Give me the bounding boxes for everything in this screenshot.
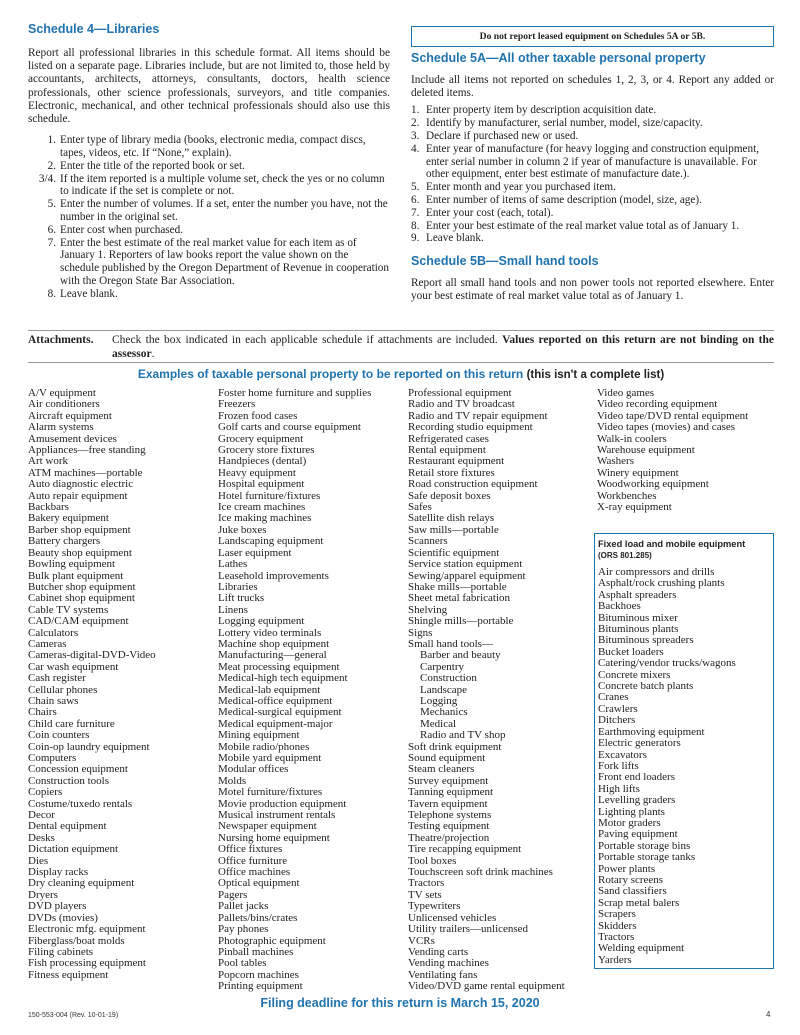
list-item: Handpieces (dental) xyxy=(218,455,307,468)
list-item: Mining equipment xyxy=(218,729,300,742)
list-item: Chairs xyxy=(28,706,57,719)
step-number: 1. xyxy=(411,104,420,117)
schedule-4-title: Schedule 4—Libraries xyxy=(28,22,160,36)
list-item: Costume/tuxedo rentals xyxy=(28,797,133,810)
list-item: Motor graders xyxy=(598,816,661,829)
list-item: Linens xyxy=(218,603,248,616)
list-item: Catering/vendor trucks/wagons xyxy=(598,657,736,670)
list-item: Auto repair equipment xyxy=(28,489,128,502)
list-item: Office furniture xyxy=(218,854,288,867)
list-item: Nursing home equipment xyxy=(218,831,330,844)
list-item: Walk-in coolers xyxy=(597,432,667,445)
list-item: Manufacturing—general xyxy=(218,649,327,662)
step-item xyxy=(28,237,390,288)
schedule-5a-title: Schedule 5A—All other taxable personal property xyxy=(411,51,706,65)
list-item: Road construction equipment xyxy=(408,478,538,491)
list-item: Scrapers xyxy=(598,908,636,921)
list-item: Vending carts xyxy=(408,945,469,958)
list-item: Warehouse equipment xyxy=(597,444,695,457)
list-item: Woodworking equipment xyxy=(597,478,709,491)
divider xyxy=(28,362,774,363)
list-item: Telephone systems xyxy=(408,809,492,822)
list-item: Recording studio equipment xyxy=(408,421,533,434)
list-item: Office fixtures xyxy=(218,843,283,856)
step-number: 3/4. xyxy=(38,172,56,185)
list-item: Auto diagnostic electric xyxy=(28,478,134,491)
list-item: Tanning equipment xyxy=(408,786,494,799)
list-item: Alarm systems xyxy=(28,421,94,434)
examples-column-1 xyxy=(28,388,156,981)
list-item: Modular offices xyxy=(218,763,289,776)
list-item: DVD players xyxy=(28,900,87,913)
list-item: Safes xyxy=(408,501,432,514)
list-item: Testing equipment xyxy=(408,820,490,833)
step-number: 5. xyxy=(47,198,56,211)
list-item: Musical instrument rentals xyxy=(218,809,336,822)
list-item: DVDs (movies) xyxy=(28,911,98,924)
list-item: Tractors xyxy=(598,931,635,943)
list-item: Beauty shop equipment xyxy=(28,546,132,559)
list-item: Medical-office equipment xyxy=(218,694,333,707)
step-text: Enter cost when purchased. xyxy=(60,223,184,236)
list-item: Ventilating fans xyxy=(408,968,478,981)
list-item: Molds xyxy=(218,774,247,787)
step-number: 3. xyxy=(411,130,420,142)
step-number: 2. xyxy=(411,117,420,130)
list-item: Earthmoving equipment xyxy=(598,725,705,738)
step-number: 1. xyxy=(47,134,56,147)
step-text: Declare if purchased new or used. xyxy=(426,130,579,142)
list-item: Construction tools xyxy=(28,774,109,787)
list-item: Satellite dish relays xyxy=(408,512,495,525)
list-item: Air compressors and drills xyxy=(598,566,715,578)
list-item: Radio and TV broadcast xyxy=(408,398,515,411)
list-item: Video recording equipment xyxy=(597,398,718,411)
list-item: Lottery video terminals xyxy=(218,626,322,639)
step-item xyxy=(28,198,390,224)
list-item: Fish processing equipment xyxy=(28,957,146,970)
list-item: Tire recapping equipment xyxy=(408,843,522,856)
list-item: Pool tables xyxy=(218,957,267,970)
list-item: Power plants xyxy=(598,862,656,875)
examples-column-3 xyxy=(408,388,565,993)
schedule-4-intro: Report all professional libraries in this schedule format. All items should be listed on a separate page. Libraries include, but are not limited to, those held by accountants, architects, attorneys, consultants, doctors, health science professionals, other science professionals, surveyors, and title companies. Electronic, mechanical, and other technical professionals should also use this schedule. xyxy=(28,47,390,126)
list-item: Carpentry xyxy=(420,660,464,673)
schedule-5a-steps xyxy=(411,104,774,245)
list-item: Mobile radio/phones xyxy=(218,740,310,753)
list-item: Medical equipment-major xyxy=(218,717,333,730)
schedule-5-section xyxy=(411,26,774,304)
list-item: Asphalt/rock crushing plants xyxy=(598,577,725,590)
step-number: 6. xyxy=(47,223,56,236)
list-item: Cabinet shop equipment xyxy=(28,592,135,605)
list-item: Portable storage bins xyxy=(598,839,691,852)
list-item: Bucket loaders xyxy=(598,645,664,658)
list-item: Copiers xyxy=(28,786,63,799)
list-item: Frozen food cases xyxy=(218,409,298,422)
list-item: Optical equipment xyxy=(218,877,300,890)
step-item xyxy=(411,117,774,130)
list-item: Filing cabinets xyxy=(28,945,94,958)
list-item: Electronic mfg. equipment xyxy=(28,923,146,936)
list-item: Rotary screens xyxy=(598,873,664,886)
step-text: Enter type of library media (books, electronic media, compact discs, tapes, videos, etc. If “None,” explain). xyxy=(60,134,366,160)
list-item: Sound equipment xyxy=(408,752,486,764)
list-item: Heavy equipment xyxy=(218,466,296,479)
list-item: Backhoes xyxy=(598,600,641,613)
list-item: Cameras xyxy=(28,637,67,650)
list-item: Aircraft equipment xyxy=(28,409,112,422)
list-item: Sheet metal fabrication xyxy=(408,592,511,605)
examples-column-2 xyxy=(218,388,371,993)
fixed-load-box xyxy=(594,533,774,969)
step-text: Enter the best estimate of the real market value for each item as of January 1. Reporters of law books report the value shown on the schedule published by the Oregon Department of Revenue in cooperation with the Oregon State Bar Association. xyxy=(60,236,389,287)
list-item: Cash register xyxy=(28,672,86,685)
list-item: Concession equipment xyxy=(28,763,128,776)
list-item: Chain saws xyxy=(28,694,79,707)
step-item xyxy=(411,232,774,245)
list-item: Ditchers xyxy=(598,714,636,727)
attachments-note: Attachments. Check the box indicated in each applicable schedule if attachments are included. Values reported on this return are not binding on the assessor. xyxy=(28,330,774,361)
step-item xyxy=(411,130,774,143)
list-item: Soft drink equipment xyxy=(408,740,502,753)
examples-heading xyxy=(28,367,774,381)
list-item: Tavern equipment xyxy=(408,797,488,810)
list-item: Levelling graders xyxy=(598,794,676,807)
list-item: Vending machines xyxy=(408,957,489,970)
list-item: Concrete mixers xyxy=(598,668,671,681)
list-item: Pallet jacks xyxy=(218,900,269,913)
list-item: Restaurant equipment xyxy=(408,455,505,468)
step-text: Identify by manufacturer, serial number, model, size/capacity. xyxy=(426,117,703,130)
list-item: Cranes xyxy=(598,691,629,704)
step-number: 6. xyxy=(411,193,420,206)
list-item: Appliances—free standing xyxy=(28,444,146,457)
list-item: Medical xyxy=(420,717,457,730)
list-item: Typewriters xyxy=(408,900,461,913)
list-item: Newspaper equipment xyxy=(218,820,317,833)
list-item: Workbenches xyxy=(597,489,657,502)
list-item: Tool boxes xyxy=(408,854,457,867)
list-item: Excavators xyxy=(598,748,647,761)
list-item: Coin-op laundry equipment xyxy=(28,740,150,753)
list-item: Paving equipment xyxy=(598,828,678,841)
list-item: Desks xyxy=(28,831,55,844)
step-item xyxy=(411,143,774,181)
list-item: Barber shop equipment xyxy=(28,523,131,536)
list-item: CAD/CAM equipment xyxy=(28,615,129,628)
list-item: Utility trailers—unlicensed xyxy=(408,923,529,936)
step-text: Enter your cost (each, total). xyxy=(426,206,554,219)
list-item: Art work xyxy=(28,455,69,468)
list-item: Logging equipment xyxy=(218,615,305,628)
list-item: Lift trucks xyxy=(218,592,265,605)
list-item: Laser equipment xyxy=(218,546,292,559)
list-item: Printing equipment xyxy=(218,980,303,993)
list-item: Backbars xyxy=(28,501,69,514)
list-item: X-ray equipment xyxy=(597,501,672,514)
step-number: 4. xyxy=(411,142,420,155)
list-item: Welding equipment xyxy=(598,942,685,955)
page-number: 4 xyxy=(766,1010,771,1019)
list-item: Air conditioners xyxy=(28,398,100,411)
list-item: Amusement devices xyxy=(28,432,117,445)
list-item: Decor xyxy=(28,809,55,822)
step-number: 8. xyxy=(47,287,56,300)
leased-equipment-notice: Do not report leased equipment on Schedules 5A or 5B. xyxy=(411,26,774,47)
list-item: Medical-lab equipment xyxy=(218,683,321,696)
list-item: Safe deposit boxes xyxy=(408,489,491,502)
list-item: Video/DVD game rental equipment xyxy=(408,980,565,993)
list-item: Sewing/apparel equipment xyxy=(408,569,526,582)
list-item: Dryers xyxy=(28,888,58,901)
list-item: Small hand tools— xyxy=(408,637,493,650)
list-item: Saw mills—portable xyxy=(408,523,499,536)
attachments-text: Check the box indicated in each applicable schedule if attachments are included. xyxy=(112,334,498,346)
list-item: Radio and TV shop xyxy=(420,729,506,742)
list-item: Medical-high tech equipment xyxy=(218,672,348,685)
list-item: Popcorn machines xyxy=(218,968,299,981)
list-item: Unlicensed vehicles xyxy=(408,911,497,924)
step-item xyxy=(28,173,390,199)
list-item: Skidders xyxy=(598,919,637,932)
fixed-load-list xyxy=(598,567,770,966)
schedule-4-section xyxy=(28,22,390,301)
list-item: Mechanics xyxy=(420,706,468,719)
list-item: Grocery equipment xyxy=(218,432,304,445)
list-item: A/V equipment xyxy=(28,387,96,399)
list-item: Hospital equipment xyxy=(218,478,305,491)
list-item: Cameras-digital-DVD-Video xyxy=(28,649,156,662)
attachments-label: Attachments. xyxy=(28,334,94,346)
step-text: If the item reported is a multiple volume set, check the yes or no column to indicate if the set is complete or not. xyxy=(60,172,385,198)
step-text: Enter property item by description acquisition date. xyxy=(426,104,657,117)
list-item: Professional equipment xyxy=(408,387,512,399)
list-item: Concrete batch plants xyxy=(598,680,694,693)
list-item: Pagers xyxy=(218,888,248,901)
list-item: Meat processing equipment xyxy=(218,660,340,673)
form-number: 150-553-004 (Rev. 10-01-19) xyxy=(28,1012,119,1019)
list-item: Cellular phones xyxy=(28,683,98,696)
step-text: Enter number of items of same description (model, size, age). xyxy=(426,193,702,206)
list-item: Scientific equipment xyxy=(408,546,500,559)
list-item: Ice cream machines xyxy=(218,501,306,514)
list-item: Office machines xyxy=(218,866,291,879)
list-item: Ice making machines xyxy=(218,512,312,525)
list-item: Cable TV systems xyxy=(28,603,109,616)
examples-subtitle: (this isn't a complete list) xyxy=(526,369,665,381)
list-item: Fork lifts xyxy=(598,759,639,772)
step-number: 7. xyxy=(47,236,56,249)
list-item: Video tapes (movies) and cases xyxy=(597,421,736,434)
list-item: Landscaping equipment xyxy=(218,535,324,548)
list-item: Butcher shop equipment xyxy=(28,580,136,593)
schedule-5a-intro: Include all items not reported on schedules 1, 2, 3, or 4. Report any added or deleted items. xyxy=(411,74,774,100)
list-item: Bituminous spreaders xyxy=(598,634,694,647)
list-item: Computers xyxy=(28,752,77,764)
list-item: Construction xyxy=(420,672,477,685)
list-item: Bituminous plants xyxy=(598,623,679,636)
list-item: Bulk plant equipment xyxy=(28,569,124,582)
list-item: Tractors xyxy=(408,877,445,890)
list-item: Battery chargers xyxy=(28,535,101,548)
list-item: Bituminous mixer xyxy=(598,611,678,624)
list-item: Washers xyxy=(597,455,634,468)
list-item: Grocery store fixtures xyxy=(218,444,315,457)
list-item: Steam cleaners xyxy=(408,763,475,776)
list-item: Touchscreen soft drink machines xyxy=(408,866,553,879)
list-item: Libraries xyxy=(218,580,258,593)
list-item: High lifts xyxy=(598,782,640,795)
list-item: Rental equipment xyxy=(408,444,486,457)
step-item xyxy=(411,207,774,220)
list-item: Dictation equipment xyxy=(28,843,119,856)
list-item: Juke boxes xyxy=(218,523,267,536)
list-item: Motel furniture/fixtures xyxy=(218,786,323,799)
list-item: Car wash equipment xyxy=(28,660,119,673)
step-text: Enter the title of the reported book or set. xyxy=(60,159,245,172)
fixed-load-title: Fixed load and mobile equipment xyxy=(598,539,746,549)
list-item: Shake mills—portable xyxy=(408,580,507,593)
schedule-4-steps xyxy=(28,134,390,300)
list-item: Foster home furniture and supplies xyxy=(218,387,372,399)
examples-title: Examples of taxable personal property to be reported on this return xyxy=(137,367,524,381)
list-item: Lathes xyxy=(218,558,248,571)
step-number: 2. xyxy=(47,159,56,172)
step-number: 9. xyxy=(411,232,420,245)
list-item: Portable storage tanks xyxy=(598,851,696,864)
filing-deadline: Filing deadline for this return is March 15, 2020 xyxy=(260,996,540,1010)
list-item: Signs xyxy=(408,626,433,639)
list-item: Movie production equipment xyxy=(218,797,347,810)
step-item xyxy=(28,224,390,237)
list-item: Service station equipment xyxy=(408,558,523,571)
list-item: Bowling equipment xyxy=(28,558,116,571)
list-item: Pallets/bins/crates xyxy=(218,911,298,924)
list-item: Lighting plants xyxy=(598,805,665,818)
list-item: Dental equipment xyxy=(28,820,107,833)
step-number: 5. xyxy=(411,181,420,194)
list-item: Child care furniture xyxy=(28,717,115,730)
list-item: Display racks xyxy=(28,866,89,879)
list-item: Hotel furniture/fixtures xyxy=(218,489,321,502)
list-item: Scrap metal balers xyxy=(598,896,680,909)
attachments-bold-text: Values reported on this return are not binding on the assessor xyxy=(112,334,775,360)
list-item: Fiberglass/boat molds xyxy=(28,934,125,947)
list-item: Bakery equipment xyxy=(28,512,109,525)
list-item: Shelving xyxy=(408,603,448,616)
list-item: ATM machines—portable xyxy=(28,466,143,479)
list-item: Radio and TV repair equipment xyxy=(408,409,548,422)
list-item: Medical-surgical equipment xyxy=(218,706,342,719)
step-item xyxy=(411,194,774,207)
list-item: Golf carts and course equipment xyxy=(218,421,361,434)
list-item: Freezers xyxy=(218,398,256,411)
step-item xyxy=(411,220,774,233)
list-item: Asphalt spreaders xyxy=(598,588,677,601)
step-text: Enter the number of volumes. If a set, enter the number you have, not the number in the original set. xyxy=(60,198,388,223)
list-item: Winery equipment xyxy=(597,466,679,479)
list-item: VCRs xyxy=(408,934,435,947)
step-item xyxy=(28,134,390,160)
list-item: Survey equipment xyxy=(408,774,489,787)
list-item: Yarders xyxy=(598,953,632,966)
fixed-load-subtitle: (ORS 801.285) xyxy=(598,551,652,560)
list-item: Front end loaders xyxy=(598,771,675,784)
step-number: 8. xyxy=(411,219,420,232)
list-item: Pay phones xyxy=(218,923,269,936)
step-text: Enter year of manufacture (for heavy logging and construction equipment, enter serial number in column 2 if year of manufacture is unavailable. For other equipment, enter best estimate of manufacture date.). xyxy=(426,142,760,181)
list-item: Photographic equipment xyxy=(218,934,326,947)
step-number: 7. xyxy=(411,206,420,219)
step-item xyxy=(28,160,390,173)
list-item: Dry cleaning equipment xyxy=(28,877,135,890)
list-item: Electric generators xyxy=(598,737,681,750)
list-item: Shingle mills—portable xyxy=(408,615,514,628)
list-item: TV sets xyxy=(408,888,442,901)
list-item: Crawlers xyxy=(598,702,638,715)
list-item: Calculators xyxy=(28,626,79,639)
list-item: Theatre/projection xyxy=(408,831,490,844)
list-item: Scanners xyxy=(408,535,448,548)
schedule-5b-title: Schedule 5B—Small hand tools xyxy=(411,254,599,269)
schedule-5b-text: Report all small hand tools and non power tools not reported elsewhere. Enter your best estimate of real market value total as of January 1. xyxy=(411,277,774,303)
examples-column-4 xyxy=(597,388,748,513)
list-item: Refrigerated cases xyxy=(408,432,489,445)
list-item: Landscape xyxy=(420,683,468,696)
list-item: Coin counters xyxy=(28,729,90,742)
list-item: Leasehold improvements xyxy=(218,569,329,582)
step-text: Leave blank. xyxy=(426,232,484,245)
step-item xyxy=(28,288,390,301)
list-item: Pinball machines xyxy=(218,945,294,958)
list-item: Video games xyxy=(597,387,655,399)
list-item: Sand classifiers xyxy=(598,885,667,898)
list-item: Dies xyxy=(28,854,49,867)
list-item: Barber and beauty xyxy=(420,649,501,662)
list-item: Video tape/DVD rental equipment xyxy=(597,409,749,422)
list-item: Fitness equipment xyxy=(28,968,109,981)
step-text: Leave blank. xyxy=(60,287,118,300)
step-item xyxy=(411,181,774,194)
step-text: Enter month and year you purchased item. xyxy=(426,181,616,194)
list-item: Machine shop equipment xyxy=(218,637,330,650)
list-item: Retail store fixtures xyxy=(408,466,495,479)
step-item xyxy=(411,104,774,117)
step-text: Enter your best estimate of the real market value total as of January 1. xyxy=(426,219,740,232)
list-item: Mobile yard equipment xyxy=(218,752,322,764)
list-item: Logging xyxy=(420,694,458,707)
